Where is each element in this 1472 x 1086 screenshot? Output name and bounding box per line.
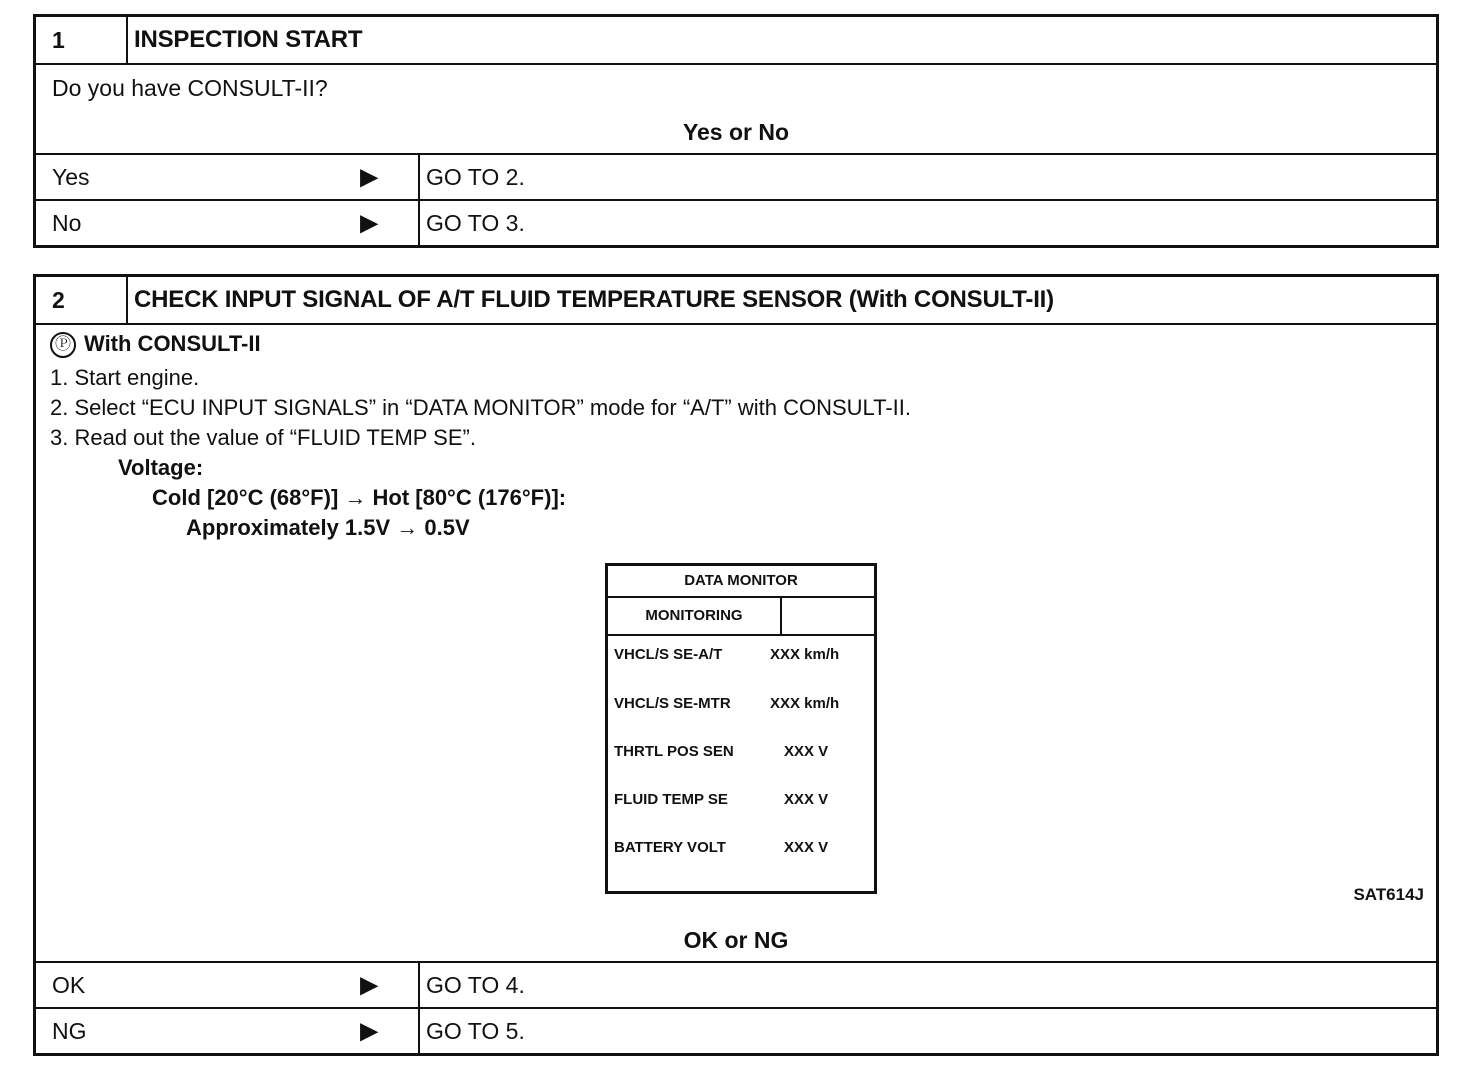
monitor-row: THRTL POS SEN XXX V [614, 743, 829, 760]
step2-answer-row [36, 1009, 1436, 1053]
voltage-label: Voltage: [118, 455, 204, 480]
answer-label: Yes [52, 163, 90, 190]
monitor-subtitle: MONITORING [608, 598, 782, 634]
step1-table [33, 14, 1439, 248]
step2-prompt: OK or NG [683, 927, 789, 953]
arrow-right-icon: ▶ [360, 163, 379, 191]
step1-question: Do you have CONSULT-II? [52, 75, 328, 101]
answer-action: GO TO 2. [426, 163, 525, 190]
procedure-step: 1. Start engine. [50, 365, 200, 390]
step2-number: 2 [36, 277, 128, 323]
data-monitor-figure [605, 563, 877, 894]
step1-answer-row [36, 201, 1436, 245]
step1-body [36, 65, 1436, 155]
procedure-step: 3. Read out the value of “FLUID TEMP SE”. [50, 425, 476, 450]
step1-title: INSPECTION START [134, 26, 363, 53]
answer-action: GO TO 3. [426, 209, 525, 236]
step2-body [36, 325, 1436, 963]
step1-answer-row [36, 155, 1436, 201]
answer-label: NG [52, 1017, 87, 1044]
voltage-temperature-range: Cold [20°C (68°F)] → Hot [80°C (176°F)]: [152, 485, 567, 510]
monitor-row: FLUID TEMP SE XXX V [614, 791, 829, 808]
answer-action: GO TO 5. [426, 1017, 525, 1044]
figure-code: SAT614J [1353, 885, 1424, 904]
arrow-right-icon: ▶ [360, 209, 379, 237]
step2-title: CHECK INPUT SIGNAL OF A/T FLUID TEMPERATURE SENSOR (With CONSULT-II) [134, 286, 1054, 313]
answer-label: OK [52, 971, 86, 998]
step2-table [33, 274, 1439, 1056]
answer-action: GO TO 4. [426, 971, 525, 998]
consult-p-icon: Ⓟ [50, 332, 76, 358]
step2-answer-row [36, 963, 1436, 1009]
step1-number: 1 [36, 17, 128, 63]
monitor-title: DATA MONITOR [608, 566, 874, 598]
monitor-row: VHCL/S SE-A/T XXX km/h [614, 646, 840, 663]
step1-header [36, 17, 1436, 65]
step1-prompt: Yes or No [682, 119, 790, 145]
with-consult-heading: Ⓟ With CONSULT-II [50, 331, 261, 358]
step2-header [36, 277, 1436, 325]
arrow-right-icon: ▶ [360, 971, 379, 999]
procedure-step: 2. Select “ECU INPUT SIGNALS” in “DATA MONITOR” mode for “A/T” with CONSULT-II. [50, 395, 912, 420]
monitor-row: BATTERY VOLT XXX V [614, 839, 829, 856]
voltage-value-range: Approximately 1.5V → 0.5V [186, 515, 470, 540]
arrow-right-icon: ▶ [360, 1017, 379, 1045]
answer-label: No [52, 209, 82, 236]
monitor-row: VHCL/S SE-MTR XXX km/h [614, 695, 840, 712]
